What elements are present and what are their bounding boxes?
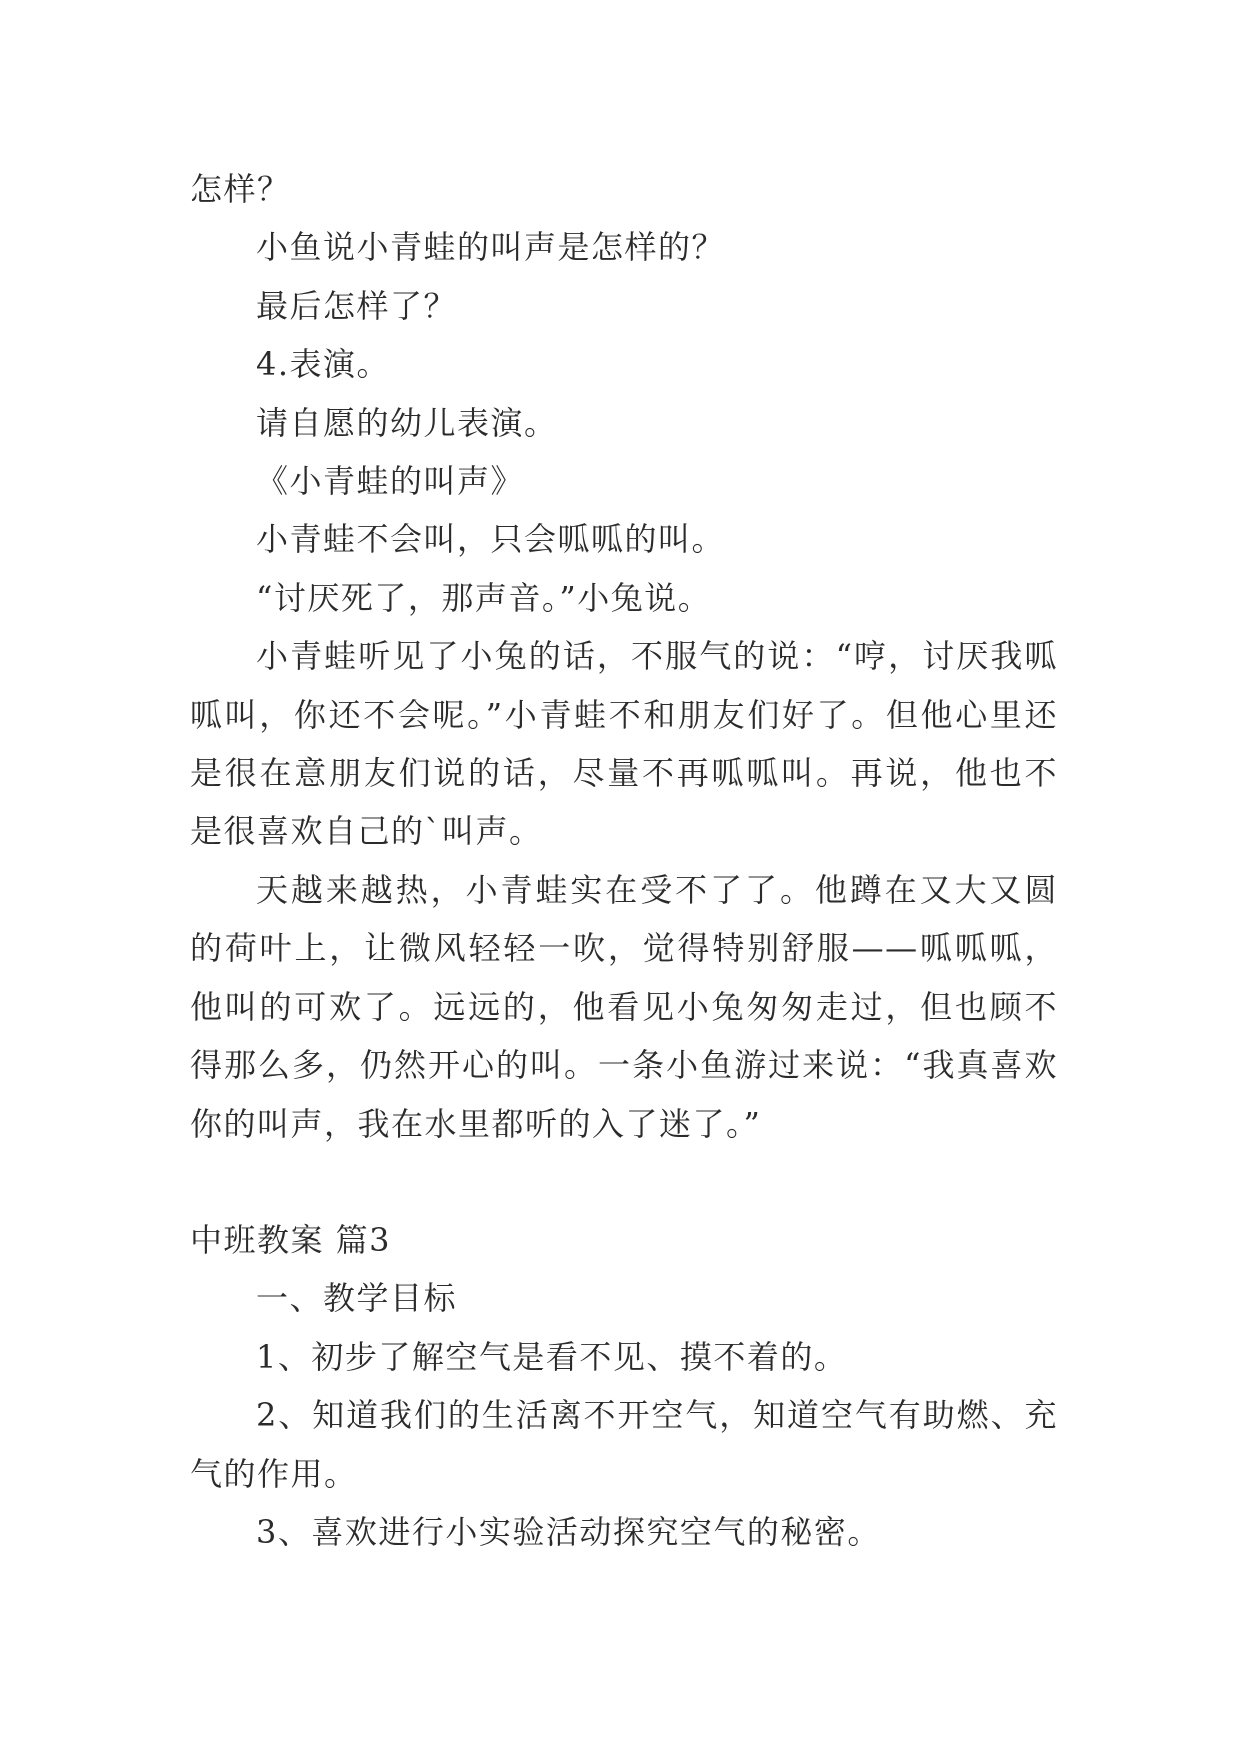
section-spacer (190, 1153, 1058, 1211)
paragraph: 小青蛙不会叫，只会呱呱的叫。 (256, 520, 726, 559)
paragraph: 小鱼说小青蛙的叫声是怎样的？ (256, 228, 726, 267)
paragraph: 2、知道我们的生活离不开空气，知道空气有助燃、充气的作用。 (190, 1396, 1058, 1493)
paragraph: 《小青蛙的叫声》 (256, 462, 525, 501)
paragraph: 一、教学目标 (256, 1279, 458, 1318)
paragraph: 4.表演。 (256, 345, 391, 384)
paragraph: 小青蛙听见了小兔的话，不服气的说：“哼，讨厌我呱呱叫，你还不会呢。”小青蛙不和朋友们好了。但他心里还是很在意朋友们说的话，尽量不再呱呱叫。再说，他也不是很喜欢自己的`叫声。 (190, 637, 1058, 851)
lesson-goals-section (190, 1269, 1058, 1561)
paragraph: 请自愿的幼儿表演。 (256, 403, 558, 442)
paragraph: 怎样？ (190, 170, 291, 208)
paragraph: “讨厌死了，那声音。”小兔说。 (256, 578, 712, 617)
paragraph: 3、喜欢进行小实验活动探究空气的秘密。 (256, 1512, 881, 1551)
paragraph: 1、初步了解空气是看不见、摸不着的。 (256, 1337, 848, 1376)
paragraph: 最后怎样了？ (256, 286, 458, 325)
section-heading: 中班教案 篇3 (190, 1220, 392, 1259)
document-body (190, 160, 1058, 1561)
paragraph: 天越来越热，小青蛙实在受不了了。他蹲在又大又圆的荷叶上，让微风轻轻一吹，觉得特别舒服——呱呱呱，他叫的可欢了。远远的，他看见小兔匆匆走过，但也顾不得那么多，仍然开心的叫。一条小鱼游过来说：“我真喜欢你的叫声，我在水里都听的入了迷了。” (190, 870, 1058, 1143)
story-section (190, 160, 1058, 1153)
